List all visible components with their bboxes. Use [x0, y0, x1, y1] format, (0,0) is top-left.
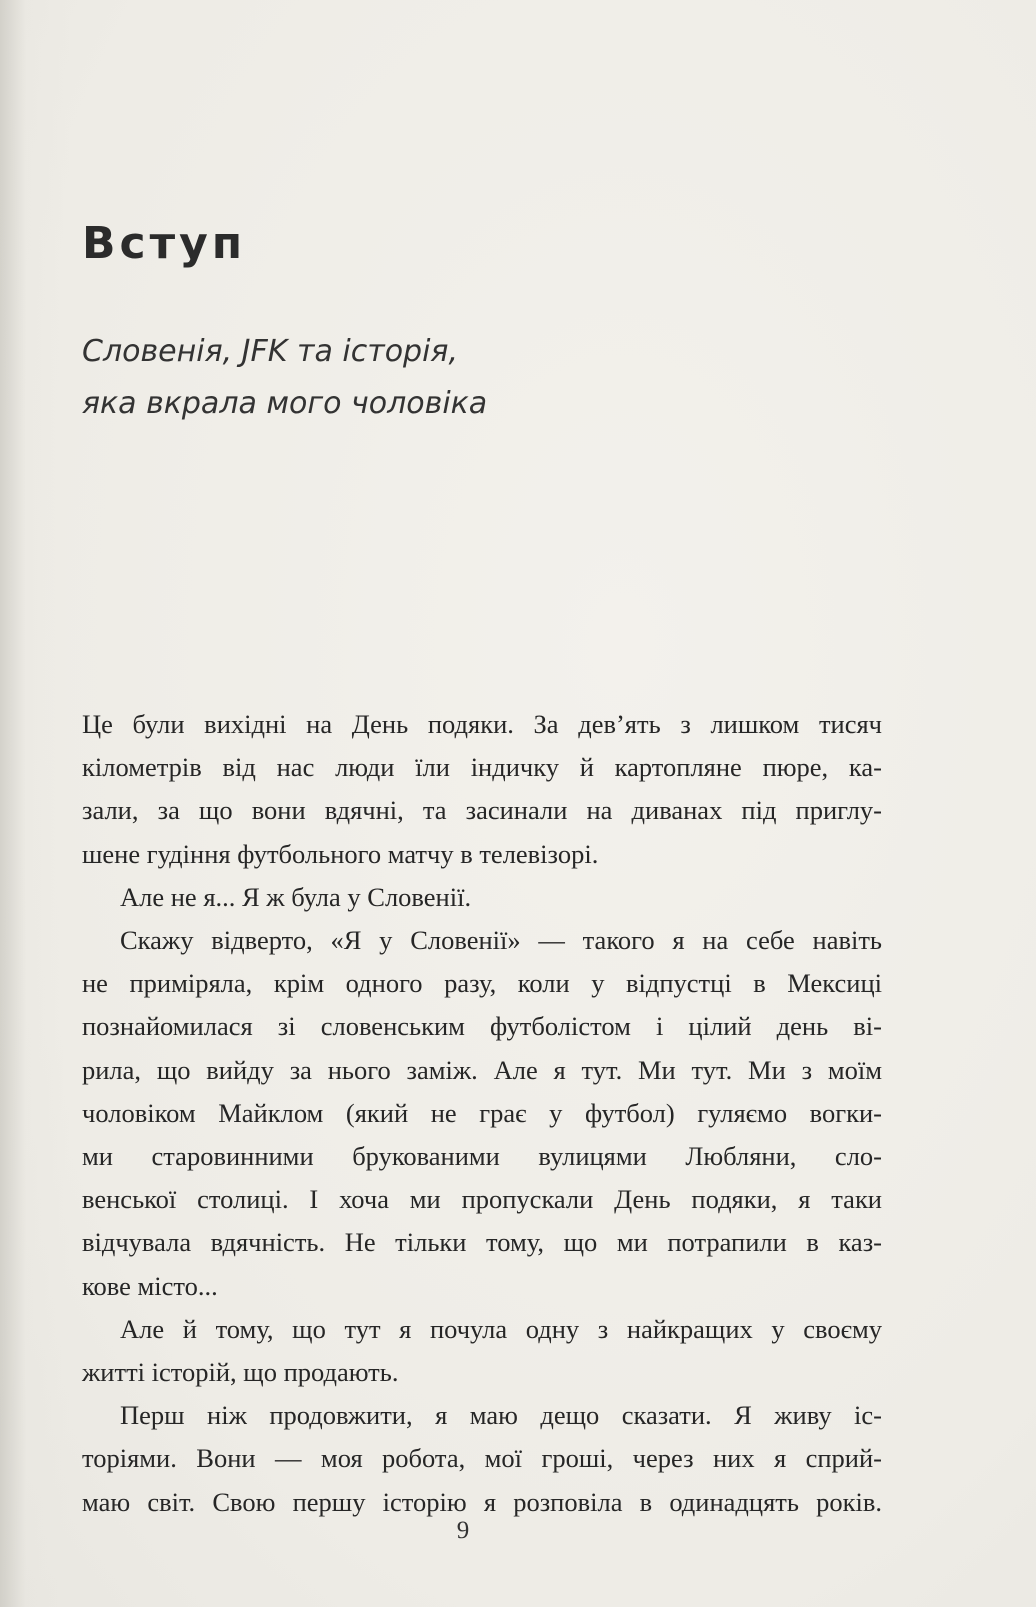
text-line: кілометрів від нас люди їли індичку й картопляне пюре, ка-: [82, 752, 882, 783]
body-text: [82, 703, 882, 1524]
text-line: Скажу відверто, «Я у Словенії» — такого я на себе навіть: [120, 925, 882, 956]
text-line: торіями. Вони — моя робота, мої гроші, через них я сприй-: [82, 1443, 882, 1474]
text-line: Але не я... Я ж була у Словенії.: [120, 881, 472, 912]
text-line: житті історій, що продають.: [82, 1357, 399, 1388]
text-line: рила, що вийду за нього заміж. Але я тут. Ми тут. Ми з моїм: [82, 1054, 882, 1085]
text-line: не приміряла, крім одного разу, коли у відпустці в Мексиці: [82, 968, 882, 999]
text-line: ми старовинними брукованими вулицями Любляни, сло-: [82, 1141, 882, 1172]
text-line: познайомилася зі словенським футболістом і цілий день ві-: [82, 1011, 882, 1042]
text-line: Перш ніж продовжити, я маю дещо сказати. Я живу іс-: [120, 1400, 882, 1431]
text-line: венської столиці. І хоча ми пропускали День подяки, я таки: [82, 1184, 882, 1215]
chapter-subtitle: [82, 326, 782, 430]
subtitle-line: Словенія, JFK та історія,: [82, 334, 459, 369]
text-line: Це були вихідні на День подяки. За дев’ять з лишком тисяч: [82, 709, 882, 739]
chapter-title: Вступ: [82, 218, 247, 269]
text-line: кове місто...: [82, 1270, 218, 1301]
text-line: відчувала вдячність. Не тільки тому, що ми потрапили в каз-: [82, 1227, 882, 1258]
text-line: чоловіком Майклом (який не грає у футбол) гуляємо вогки-: [82, 1097, 882, 1128]
subtitle-line: яка вкрала мого чоловіка: [82, 386, 488, 421]
text-line: зали, за що вони вдячні, та засинали на диванах під приглу-: [82, 795, 882, 826]
text-line: маю світ. Свою першу історію я розповіла в одинадцять років.: [82, 1486, 882, 1517]
page-number: 9: [456, 1517, 470, 1544]
text-line: Але й тому, що тут я почула одну з найкращих у своєму: [120, 1313, 882, 1344]
text-line: шене гудіння футбольного матчу в телевізорі.: [82, 838, 599, 869]
